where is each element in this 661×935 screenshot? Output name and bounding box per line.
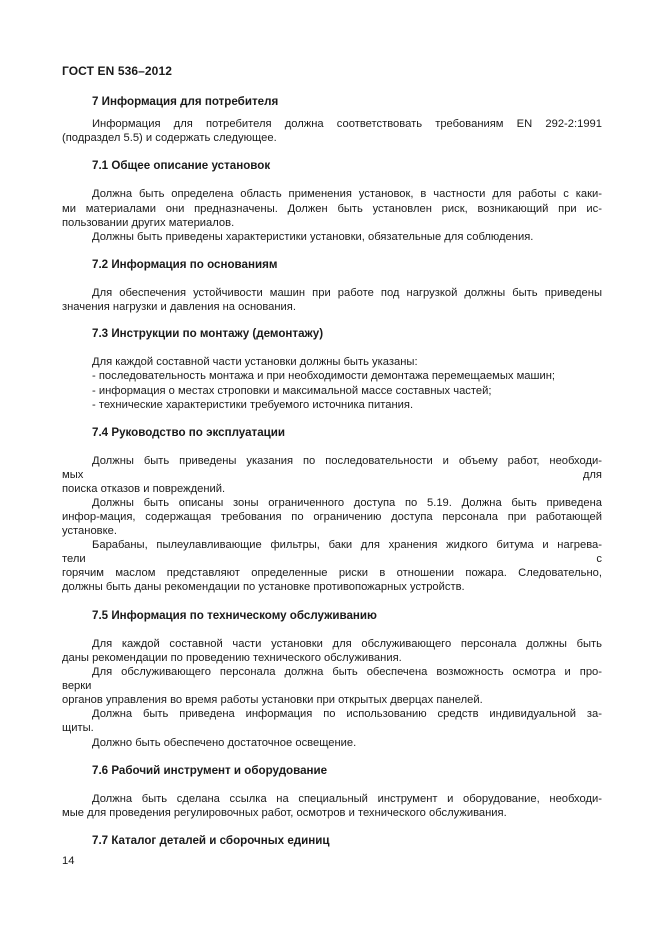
section-7-4-heading: 7.4 Руководство по эксплуатации bbox=[92, 426, 286, 439]
section-7-2-text-line: Для обеспечения устойчивости машин при работе под нагрузкой должны быть приведены bbox=[92, 287, 602, 299]
section-7-5-text-line: верки bbox=[62, 680, 92, 692]
section-7-1-heading: 7.1 Общее описание установок bbox=[92, 159, 271, 172]
section-7-3-heading: 7.3 Инструкции по монтажу (демонтажу) bbox=[92, 327, 324, 340]
section-7-5-text-line: Должна быть приведена информация по использованию средств индивидуальной за- bbox=[92, 708, 602, 720]
section-7-1-text-line: ми материалами они предназначены. Должен быть установлен риск, возникающий при ис- bbox=[62, 203, 602, 215]
section-7-7-heading: 7.7 Каталог деталей и сборочных единиц bbox=[92, 834, 330, 847]
section-7-5-text-line: Должно быть обеспечено достаточное освещение. bbox=[92, 737, 357, 749]
section-7-2-text-line: значения нагрузки и давления на основания. bbox=[62, 301, 296, 313]
section-7-5-text-line: Для каждой составной части установки для обслуживающего персонала должны быть bbox=[92, 638, 602, 650]
section-7-6-heading: 7.6 Рабочий инструмент и оборудование bbox=[92, 764, 328, 777]
section-7-4-text-line: поиска отказов и повреждений. bbox=[62, 483, 226, 495]
section-7-5-text-line: органов управления во время работы установки при открытых дверцах панелей. bbox=[62, 694, 483, 706]
section-7-6-text-line: мые для проведения регулировочных работ, осмотров и технического обслуживания. bbox=[62, 807, 507, 819]
section-7-5-heading: 7.5 Информация по техническому обслуживанию bbox=[92, 609, 377, 622]
section-7-5-text-line: даны рекомендации по проведению технического обслуживания. bbox=[62, 652, 402, 664]
section-7-6-text-line: Должна быть сделана ссылка на специальный инструмент и оборудование, необходи- bbox=[92, 793, 602, 805]
section-7-1-text-line: Должны быть приведены характеристики установки, обязательные для соблюдения. bbox=[92, 231, 534, 243]
document-id: ГОСТ EN 536–2012 bbox=[62, 64, 173, 78]
section-7-text-line: Информация для потребителя должна соответствовать требованиям EN 292-2:1991 bbox=[92, 118, 602, 130]
section-7-text-line: (подраздел 5.5) и содержать следующее. bbox=[62, 132, 277, 144]
section-7-4-text-line: тели с bbox=[62, 553, 602, 565]
section-7-4-text-line: установке. bbox=[62, 525, 117, 537]
section-7-3-bullet: - информация о местах строповки и максимальной массе составных частей; bbox=[92, 385, 492, 397]
section-7-1-text-line: Должна быть определена область применения установок, в частности для работы с каки- bbox=[92, 188, 602, 200]
section-7-1-text-line: пользовании других материалов. bbox=[62, 217, 235, 229]
section-7-4-text-line: инфор-мация, содержащая требования по ограничению доступа персонала при работающей bbox=[62, 511, 602, 523]
section-7-4-text-line: Должны быть описаны зоны ограниченного доступа по 5.19. Должна быть приведена bbox=[92, 497, 602, 509]
section-7-4-text-line: горячим маслом представляют определенные риски в отношении пожара. Следовательно, bbox=[62, 567, 602, 579]
section-7-heading: 7 Информация для потребителя bbox=[92, 95, 279, 108]
section-7-2-heading: 7.2 Информация по основаниям bbox=[92, 258, 278, 271]
section-7-5-text-line: щиты. bbox=[62, 722, 94, 734]
section-7-3-bullet: - последовательность монтажа и при необходимости демонтажа перемещаемых машин; bbox=[92, 370, 556, 382]
section-7-4-text-line: Должны быть приведены указания по последовательности и объему работ, необходи- bbox=[92, 455, 602, 467]
section-7-4-text-line: Барабаны, пылеулавливающие фильтры, баки для хранения жидкого битума и нагрева- bbox=[92, 539, 602, 551]
page-number: 14 bbox=[62, 855, 75, 867]
section-7-5-text-line: Для обслуживающего персонала должна быть обеспечена возможность осмотра и про- bbox=[92, 666, 602, 678]
section-7-4-text-line: должны быть даны рекомендации по установке противопожарных устройств. bbox=[62, 581, 465, 593]
section-7-4-text-line: мых для bbox=[62, 469, 602, 481]
section-7-3-bullet: - технические характеристики требуемого источника питания. bbox=[92, 399, 414, 411]
section-7-3-text-line: Для каждой составной части установки должны быть указаны: bbox=[92, 356, 418, 368]
